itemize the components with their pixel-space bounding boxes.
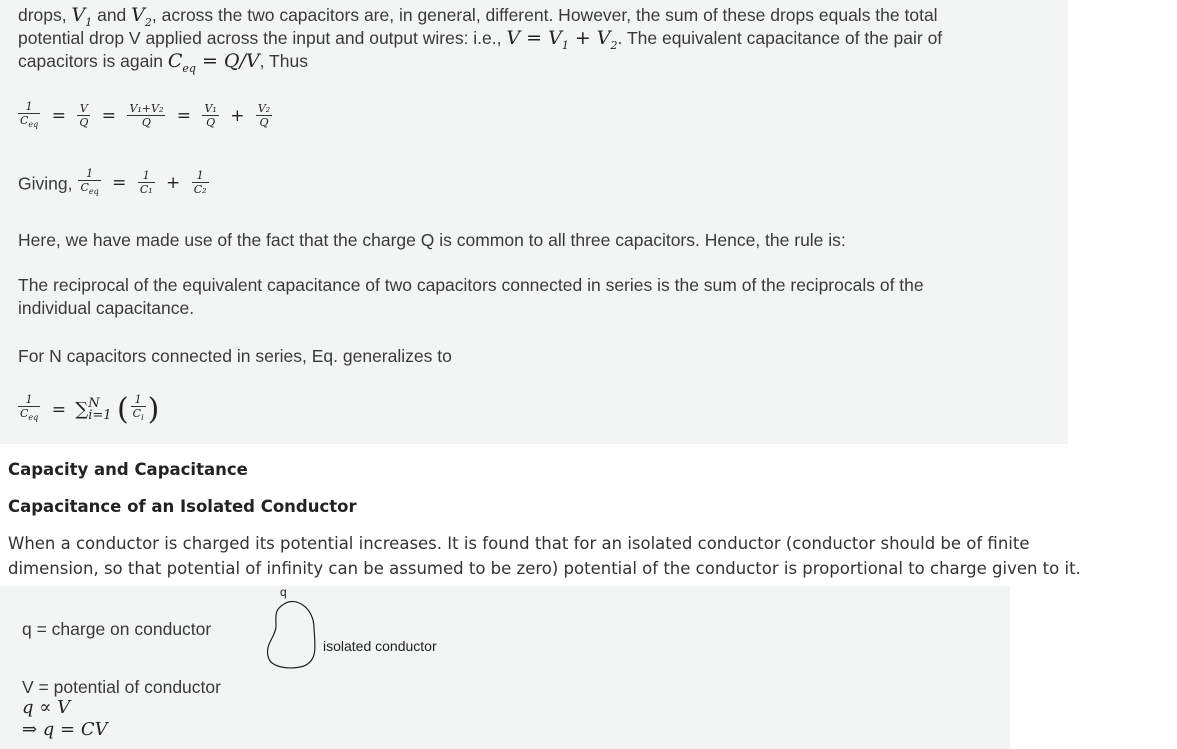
text: capacitors is again — [18, 51, 168, 71]
body-line-1: When a conductor is charged its potential increases. It is found that for an isolated conductor (conductor should be of finite — [8, 534, 1030, 553]
ceq-equation — [167, 50, 260, 75]
text: = Q/V — [195, 50, 260, 72]
text: eq — [182, 61, 196, 75]
text: V₁ — [204, 102, 217, 116]
n-capacitors-paragraph: For N capacitors connected in series, Eq. generalizes to — [18, 346, 452, 366]
heading-isolated-conductor: Capacitance of an Isolated Conductor — [8, 497, 357, 516]
text: eq — [28, 120, 39, 130]
isolated-conductor-label: isolated conductor — [323, 638, 437, 654]
text: V — [131, 4, 145, 26]
frac-v1-q — [202, 103, 218, 129]
text: eq — [88, 187, 99, 197]
text: Giving, — [18, 173, 73, 194]
frac-v-q — [77, 103, 90, 129]
text: 1 — [78, 168, 100, 181]
frac-v1v2-q — [127, 103, 165, 129]
text: C₁ — [139, 183, 153, 197]
text: V = V — [506, 27, 562, 49]
text: V₂ — [257, 102, 271, 116]
body-line-2: dimension, so that potential of infinity can be assumed to be zero) potential of the conductor is proportional to charge given to it. — [8, 559, 1081, 578]
frac-1-ceq — [78, 168, 100, 198]
sigma-symbol: ∑ — [75, 399, 89, 420]
proportional-relation: q ∝ V — [22, 697, 71, 718]
text: C — [20, 407, 29, 421]
frac-v2-q — [256, 103, 272, 129]
plus: + — [230, 106, 245, 127]
rule-line-2: individual capacitance. — [18, 298, 195, 318]
equation-giving — [18, 168, 211, 198]
equals: = — [101, 106, 117, 127]
v1-symbol: $V_1$ — [71, 4, 93, 29]
text: drops, — [18, 5, 72, 25]
frac-1-c1 — [138, 170, 155, 196]
text: , Thus — [259, 51, 308, 71]
text: N — [88, 395, 100, 411]
text: Q — [79, 116, 89, 130]
text: i=1 — [88, 407, 112, 423]
figure-panel — [0, 586, 1010, 749]
text: . The equivalent capacitance of the pair of — [617, 28, 943, 48]
frac-1-ceq — [18, 101, 40, 131]
q-definition: q = charge on conductor — [22, 619, 212, 639]
heading-capacity: Capacity and Capacitance — [8, 460, 248, 479]
text: Q — [206, 116, 216, 130]
plus: + — [166, 173, 181, 194]
equals: = — [51, 399, 66, 420]
text: 1 — [192, 170, 209, 183]
para1-line1 — [18, 4, 938, 29]
text: Q — [259, 116, 269, 130]
equals: = — [176, 106, 192, 127]
text: 1 — [131, 394, 146, 407]
q-label: q — [280, 585, 287, 599]
conductor-blob-icon — [262, 598, 322, 670]
text: C — [20, 114, 29, 127]
sum-equation: $V = V_1 + V_2$ — [506, 27, 618, 52]
here-paragraph: Here, we have made use of the fact that the charge Q is common to all three capacitors. Hence, the rule is: — [18, 230, 846, 250]
text: Q — [141, 116, 151, 130]
v-definition: V = potential of conductor — [22, 677, 221, 697]
rule-line-1: The reciprocal of the equivalent capacitance of two capacitors connected in series is the sum of the reciprocals of the — [18, 275, 924, 295]
frac-1-ci — [131, 394, 146, 424]
text: 1 — [138, 170, 155, 183]
text: V₁+V₂ — [129, 102, 164, 116]
text: V — [71, 4, 86, 26]
text: C — [167, 50, 183, 72]
para1-line2 — [18, 27, 942, 52]
text: + V — [568, 27, 611, 49]
q-equals-cv: ⇒ q = CV — [22, 719, 108, 740]
text: C — [80, 181, 89, 194]
text: V — [77, 103, 90, 116]
para1-line3 — [18, 50, 308, 75]
text: potential drop V applied across the input and output wires: i.e., — [18, 28, 507, 48]
text: i — [141, 413, 144, 423]
text: eq — [28, 413, 39, 423]
text: 1 — [18, 394, 40, 407]
text: C₂ — [193, 183, 207, 197]
equation-n-series: $\frac{1}{C_{eq}}$ = ∑ N i=1 ( $\frac{1}{C_i}$ ) — [20, 392, 160, 427]
equals: = — [51, 106, 66, 127]
text: , across the two capacitors are, in general, different. However, the sum of these drops equals the total — [151, 5, 938, 25]
v2-symbol: $V_2$ — [131, 4, 152, 29]
equation-series-derivation — [16, 101, 274, 131]
frac-1-ceq — [18, 394, 40, 424]
equals: = — [112, 173, 127, 194]
text: 1 — [18, 101, 40, 114]
frac-1-c2 — [192, 170, 209, 196]
text: and — [92, 5, 132, 25]
text: C — [132, 407, 142, 421]
